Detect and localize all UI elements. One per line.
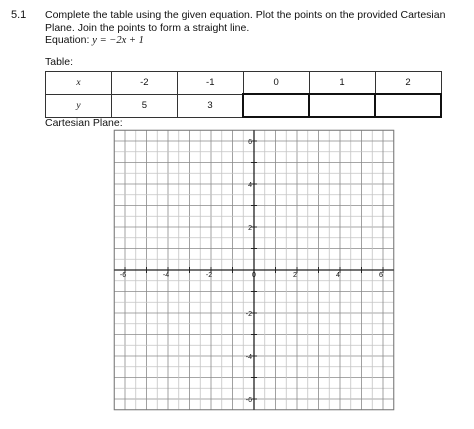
x-value-cell: 2 — [375, 72, 441, 95]
y-tick-label: -4 — [245, 354, 252, 361]
x-tick-label: 0 — [252, 272, 256, 279]
plane-label: Cartesian Plane: — [45, 117, 123, 129]
x-tick-label: -4 — [162, 272, 170, 279]
y-tick-label: -6 — [245, 397, 252, 404]
question-number: 5.1 — [11, 9, 27, 21]
x-value-cell: -2 — [111, 72, 177, 95]
table-label: Table: — [45, 56, 74, 68]
x-value-cell: -1 — [177, 72, 243, 95]
x-tick-label: 2 — [293, 272, 297, 279]
y-tick-label: 6 — [248, 139, 252, 146]
y-tick-label: -2 — [245, 311, 252, 318]
x-tick-label: 6 — [379, 272, 383, 279]
x-tick-label: -6 — [119, 272, 127, 279]
x-tick-label: -2 — [205, 272, 213, 279]
x-tick-label: 4 — [336, 272, 340, 279]
y-tick-label: 4 — [248, 182, 252, 189]
equation: y = −2x + 1 — [92, 35, 144, 46]
x-value-cell: 1 — [309, 72, 375, 95]
instruction-line-2: Plane. Join the points to form a straight line. — [45, 21, 250, 34]
y-value-cell: 5 — [111, 94, 177, 117]
y-tick-label: 2 — [248, 225, 252, 232]
x-value-cell: 0 — [243, 72, 309, 95]
y-value-cell: 3 — [177, 94, 243, 117]
x-header: x — [46, 72, 112, 95]
instruction-line-1: Complete the table using the given equation. Plot the points on the provided Cartesian — [45, 9, 446, 21]
y-header: y — [46, 94, 112, 117]
equation-label: Equation: — [45, 34, 93, 46]
